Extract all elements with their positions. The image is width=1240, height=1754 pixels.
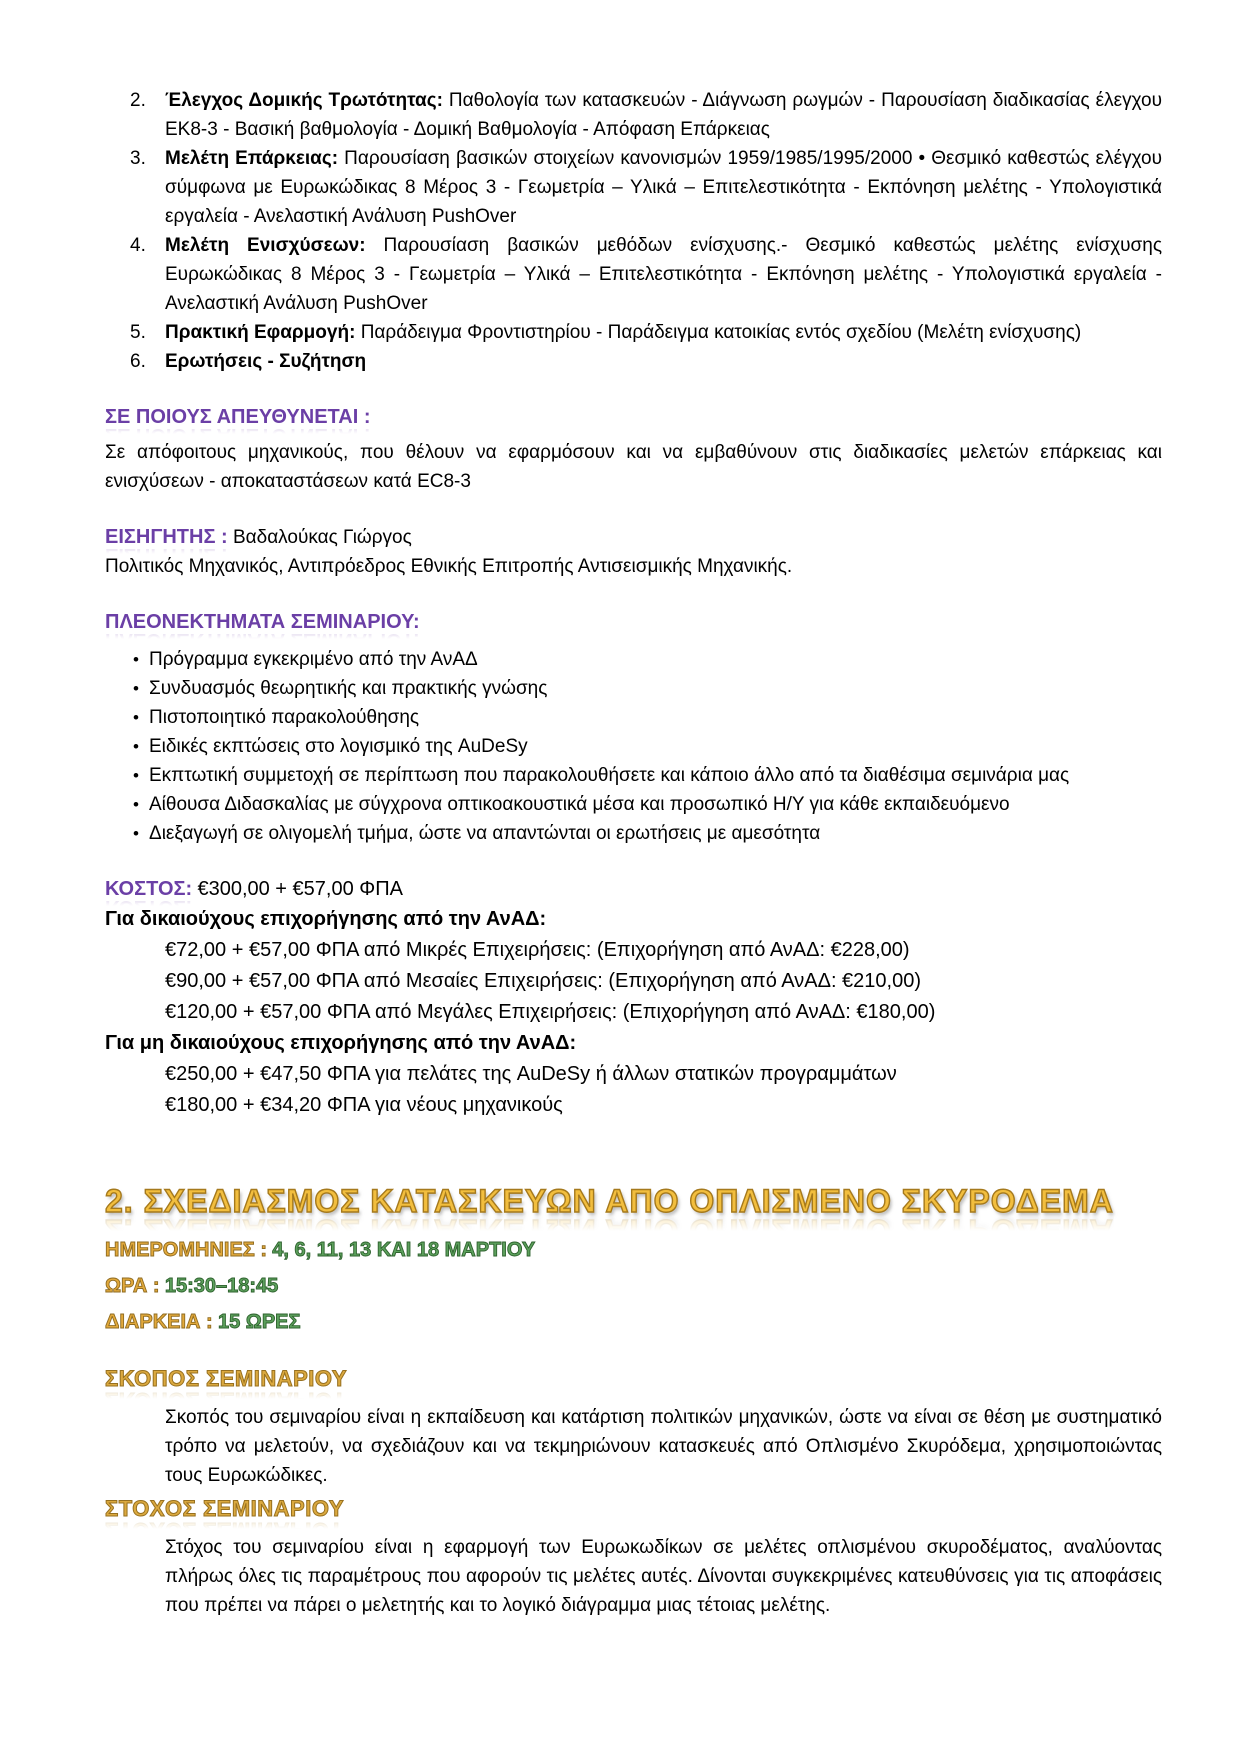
duration-label: ΔΙΑΡΚΕΙΑ : <box>105 1311 213 1333</box>
advantages-section <box>105 608 1162 848</box>
cost-item: €180,00 + €34,20 ΦΠΑ για νέους μηχανικούς <box>165 1094 563 1116</box>
advantages-list <box>105 645 1162 848</box>
agenda-item <box>105 231 1162 318</box>
advantage-item <box>105 674 1162 703</box>
cost-section <box>105 875 1162 1121</box>
advantage-text: Αίθουσα Διδασκαλίας με σύγχρονα οπτικοακουστικά μέσα και προσωπικό Η/Υ για κάθε εκπαιδευόμενο <box>149 794 1010 815</box>
instructor-section <box>105 523 1162 581</box>
agenda-item-title: Μελέτη Ενισχύσεων: <box>165 235 366 256</box>
agenda-item-number: 3. <box>130 148 146 169</box>
advantage-text: Συνδυασμός θεωρητικής και πρακτικής γνώσης <box>149 678 548 699</box>
agenda-item <box>105 144 1162 231</box>
advantage-item <box>105 819 1162 848</box>
advantage-text: Ειδικές εκπτώσεις στο λογισμικό της AuDeSy <box>149 736 528 757</box>
time-label: ΩΡΑ : <box>105 1275 160 1297</box>
advantage-item <box>105 790 1162 819</box>
agenda-item-text: Παράδειγμα Φροντιστηρίου - Παράδειγμα κατοικίας εντός σχεδίου (Μελέτη ενίσχυσης) <box>360 322 1082 343</box>
agenda-item <box>105 318 1162 347</box>
agenda-item-number: 5. <box>130 322 146 343</box>
dates-label: ΗΜΕΡΟΜΗΝΙΕΣ : <box>105 1239 268 1261</box>
seminar2-section <box>105 1121 1162 1620</box>
seminar2-dates-line <box>105 1237 1162 1264</box>
advantage-text: Πιστοποιητικό παρακολούθησης <box>149 707 420 728</box>
agenda-item-text: Παρουσίαση βασικών στοιχείων κανονισμών 1959/1985/1995/2000 • Θεσμικό καθεστώς ελέγχου σύμφωνα με Ευρωκώδικας 8 Μέρος 3 - Γεωμετρία – Υλικά – Επιτελεστικότητα - Εκπόνηση μελέτης - Υπολογιστικά εργαλεία - Ανελαστική Ανάλυση PushOver <box>165 148 1162 227</box>
purpose-text: Σκοπός του σεμιναρίου είναι η εκπαίδευση και κατάρτιση πολιτικών μηχανικών, ώστε να είναι σε θέση με συστηματικό τρόπο να μελετούν, να σχεδιάζουν και να τεκμηριώνουν κατασκευές από Οπλισμένο Σκυρόδεμα, χρησιμοποιώντας τους Ευρωκώδικες. <box>165 1407 1162 1486</box>
bullet-icon: • <box>133 737 139 756</box>
bullet-icon: • <box>133 795 139 814</box>
instructor-heading: ΕΙΣΗΓΗΤΗΣ : <box>105 526 228 548</box>
cost-item: €90,00 + €57,00 ΦΠΑ από Μεσαίες Επιχειρήσεις: (Επιχορήγηση από ΑνΑΔ: €210,00) <box>165 970 922 992</box>
agenda-item-number: 4. <box>130 235 146 256</box>
duration-value: 15 ΩΡΕΣ <box>218 1311 301 1333</box>
seminar2-time-line <box>105 1273 1162 1300</box>
advantage-item <box>105 732 1162 761</box>
agenda-item-number: 6. <box>130 351 146 372</box>
seminar2-duration-line <box>105 1309 1162 1336</box>
advantage-item <box>105 761 1162 790</box>
audience-heading: ΣΕ ΠΟΙΟΥΣ ΑΠΕΥΘΥΝΕΤΑΙ : <box>105 406 371 428</box>
cost-heading: ΚΟΣΤΟΣ: <box>105 878 193 900</box>
agenda-item-title: Μελέτη Επάρκειας: <box>165 148 339 169</box>
agenda-item <box>105 86 1162 144</box>
advantage-item <box>105 703 1162 732</box>
audience-section <box>105 403 1162 496</box>
cost-item: €250,00 + €47,50 ΦΠΑ για πελάτες της AuDeSy ή άλλων στατικών προγραμμάτων <box>165 1063 897 1085</box>
bullet-icon: • <box>133 766 139 785</box>
agenda-item-text: Παθολογία των κατασκευών - Διάγνωση ρωγμών - Παρουσίαση διαδικασίας έλεγχου ΕΚ8-3 - Βασική βαθμολογία - Δομική Βαθμολογία - Απόφαση Επάρκειας <box>165 90 1162 140</box>
agenda-item-number: 2. <box>130 90 146 111</box>
agenda-list <box>105 86 1162 376</box>
bullet-icon: • <box>133 679 139 698</box>
cost-base-price: €300,00 + €57,00 ΦΠΑ <box>197 878 404 900</box>
cost-item: €72,00 + €57,00 ΦΠΑ από Μικρές Επιχειρήσεις: (Επιχορήγηση από ΑνΑΔ: €228,00) <box>165 939 910 961</box>
objective-section <box>105 1490 1162 1620</box>
cost-item: €120,00 + €57,00 ΦΠΑ από Μεγάλες Επιχειρήσεις: (Επιχορήγηση από ΑνΑΔ: €180,00) <box>165 1001 936 1023</box>
dates-value: 4, 6, 11, 13 ΚΑΙ 18 ΜΑΡΤΙΟΥ <box>272 1239 536 1261</box>
agenda-item-title: Πρακτική Εφαρμογή: <box>165 322 356 343</box>
instructor-name: Βαδαλούκας Γιώργος <box>232 527 412 548</box>
audience-text: Σε απόφοιτους μηχανικούς, που θέλουν να εφαρμόσουν και να εμβαθύνουν στις διαδικασίες μελετών επάρκειας και ενισχύσεων - αποκαταστάσεων κατά EC8-3 <box>105 442 1162 492</box>
bullet-icon: • <box>133 650 139 669</box>
advantages-heading: ΠΛΕΟΝΕΚΤΗΜΑΤΑ ΣΕΜΙΝΑΡΙΟΥ: <box>105 611 420 633</box>
advantage-item <box>105 645 1162 674</box>
advantage-text: Εκπτωτική συμμετοχή σε περίπτωση που παρακολουθήσετε και κάποιο άλλο από τα διαθέσιμα σεμινάρια μας <box>149 765 1070 786</box>
bullet-icon: • <box>133 708 139 727</box>
objective-heading: ΣΤΟΧΟΣ ΣΕΜΙΝΑΡΙΟΥ <box>105 1496 345 1521</box>
purpose-heading: ΣΚΟΠΟΣ ΣΕΜΙΝΑΡΙΟΥ <box>105 1366 348 1391</box>
seminar2-title: 2. ΣΧΕΔΙΑΣΜΟΣ ΚΑΤΑΣΚΕΥΩΝ ΑΠΟ ΟΠΛΙΣΜΕΝΟ ΣΚΥΡΟΔΕΜΑ <box>105 1183 1114 1219</box>
advantage-text: Διεξαγωγή σε ολιγομελή τμήμα, ώστε να απαντώνται οι ερωτήσεις με αμεσότητα <box>149 823 821 844</box>
agenda-item <box>105 347 1162 376</box>
agenda-item-title: Έλεγχος Δομικής Τρωτότητας: <box>165 90 443 111</box>
instructor-credentials: Πολιτικός Μηχανικός, Αντιπρόεδρος Εθνικής Επιτροπής Αντισεισμικής Μηχανικής. <box>105 556 793 577</box>
bullet-icon: • <box>133 824 139 843</box>
agenda-item-text: Παρουσίαση βασικών μεθόδων ενίσχυσης.- Θεσμικό καθεστώς μελέτης ενίσχυσης Ευρωκώδικας 8 Μέρος 3 - Γεωμετρία – Υλικά – Επιτελεστικότητα - Εκπόνηση μελέτης - Υπολογιστικά εργαλεία - Ανελαστική Ανάλυση PushOver <box>165 235 1163 314</box>
agenda-item-title: Ερωτήσεις - Συζήτηση <box>165 351 367 372</box>
cost-non-subsidized-heading: Για μη δικαιούχους επιχορήγησης από την ΑνΑΔ: <box>105 1032 577 1054</box>
time-value: 15:30–18:45 <box>164 1275 279 1297</box>
advantage-text: Πρόγραμμα εγκεκριμένο από την ΑνΑΔ <box>149 649 478 670</box>
purpose-section <box>105 1336 1162 1490</box>
objective-text: Στόχος του σεμιναρίου είναι η εφαρμογή των Ευρωκωδίκων σε μελέτες οπλισμένου σκυροδέματος, αναλύοντας πλήρως όλες τις παραμέτρους που αφορούν τις μελέτες αυτές. Δίνονται συγκεκριμένες κατευθύνσεις για τις αποφάσεις που πρέπει να πάρει ο μελετητής και το λογικό διάγραμμα μιας τέτοιας μελέτης. <box>165 1537 1162 1616</box>
cost-subsidized-heading: Για δικαιούχους επιχορήγησης από την ΑνΑΔ: <box>105 908 547 930</box>
